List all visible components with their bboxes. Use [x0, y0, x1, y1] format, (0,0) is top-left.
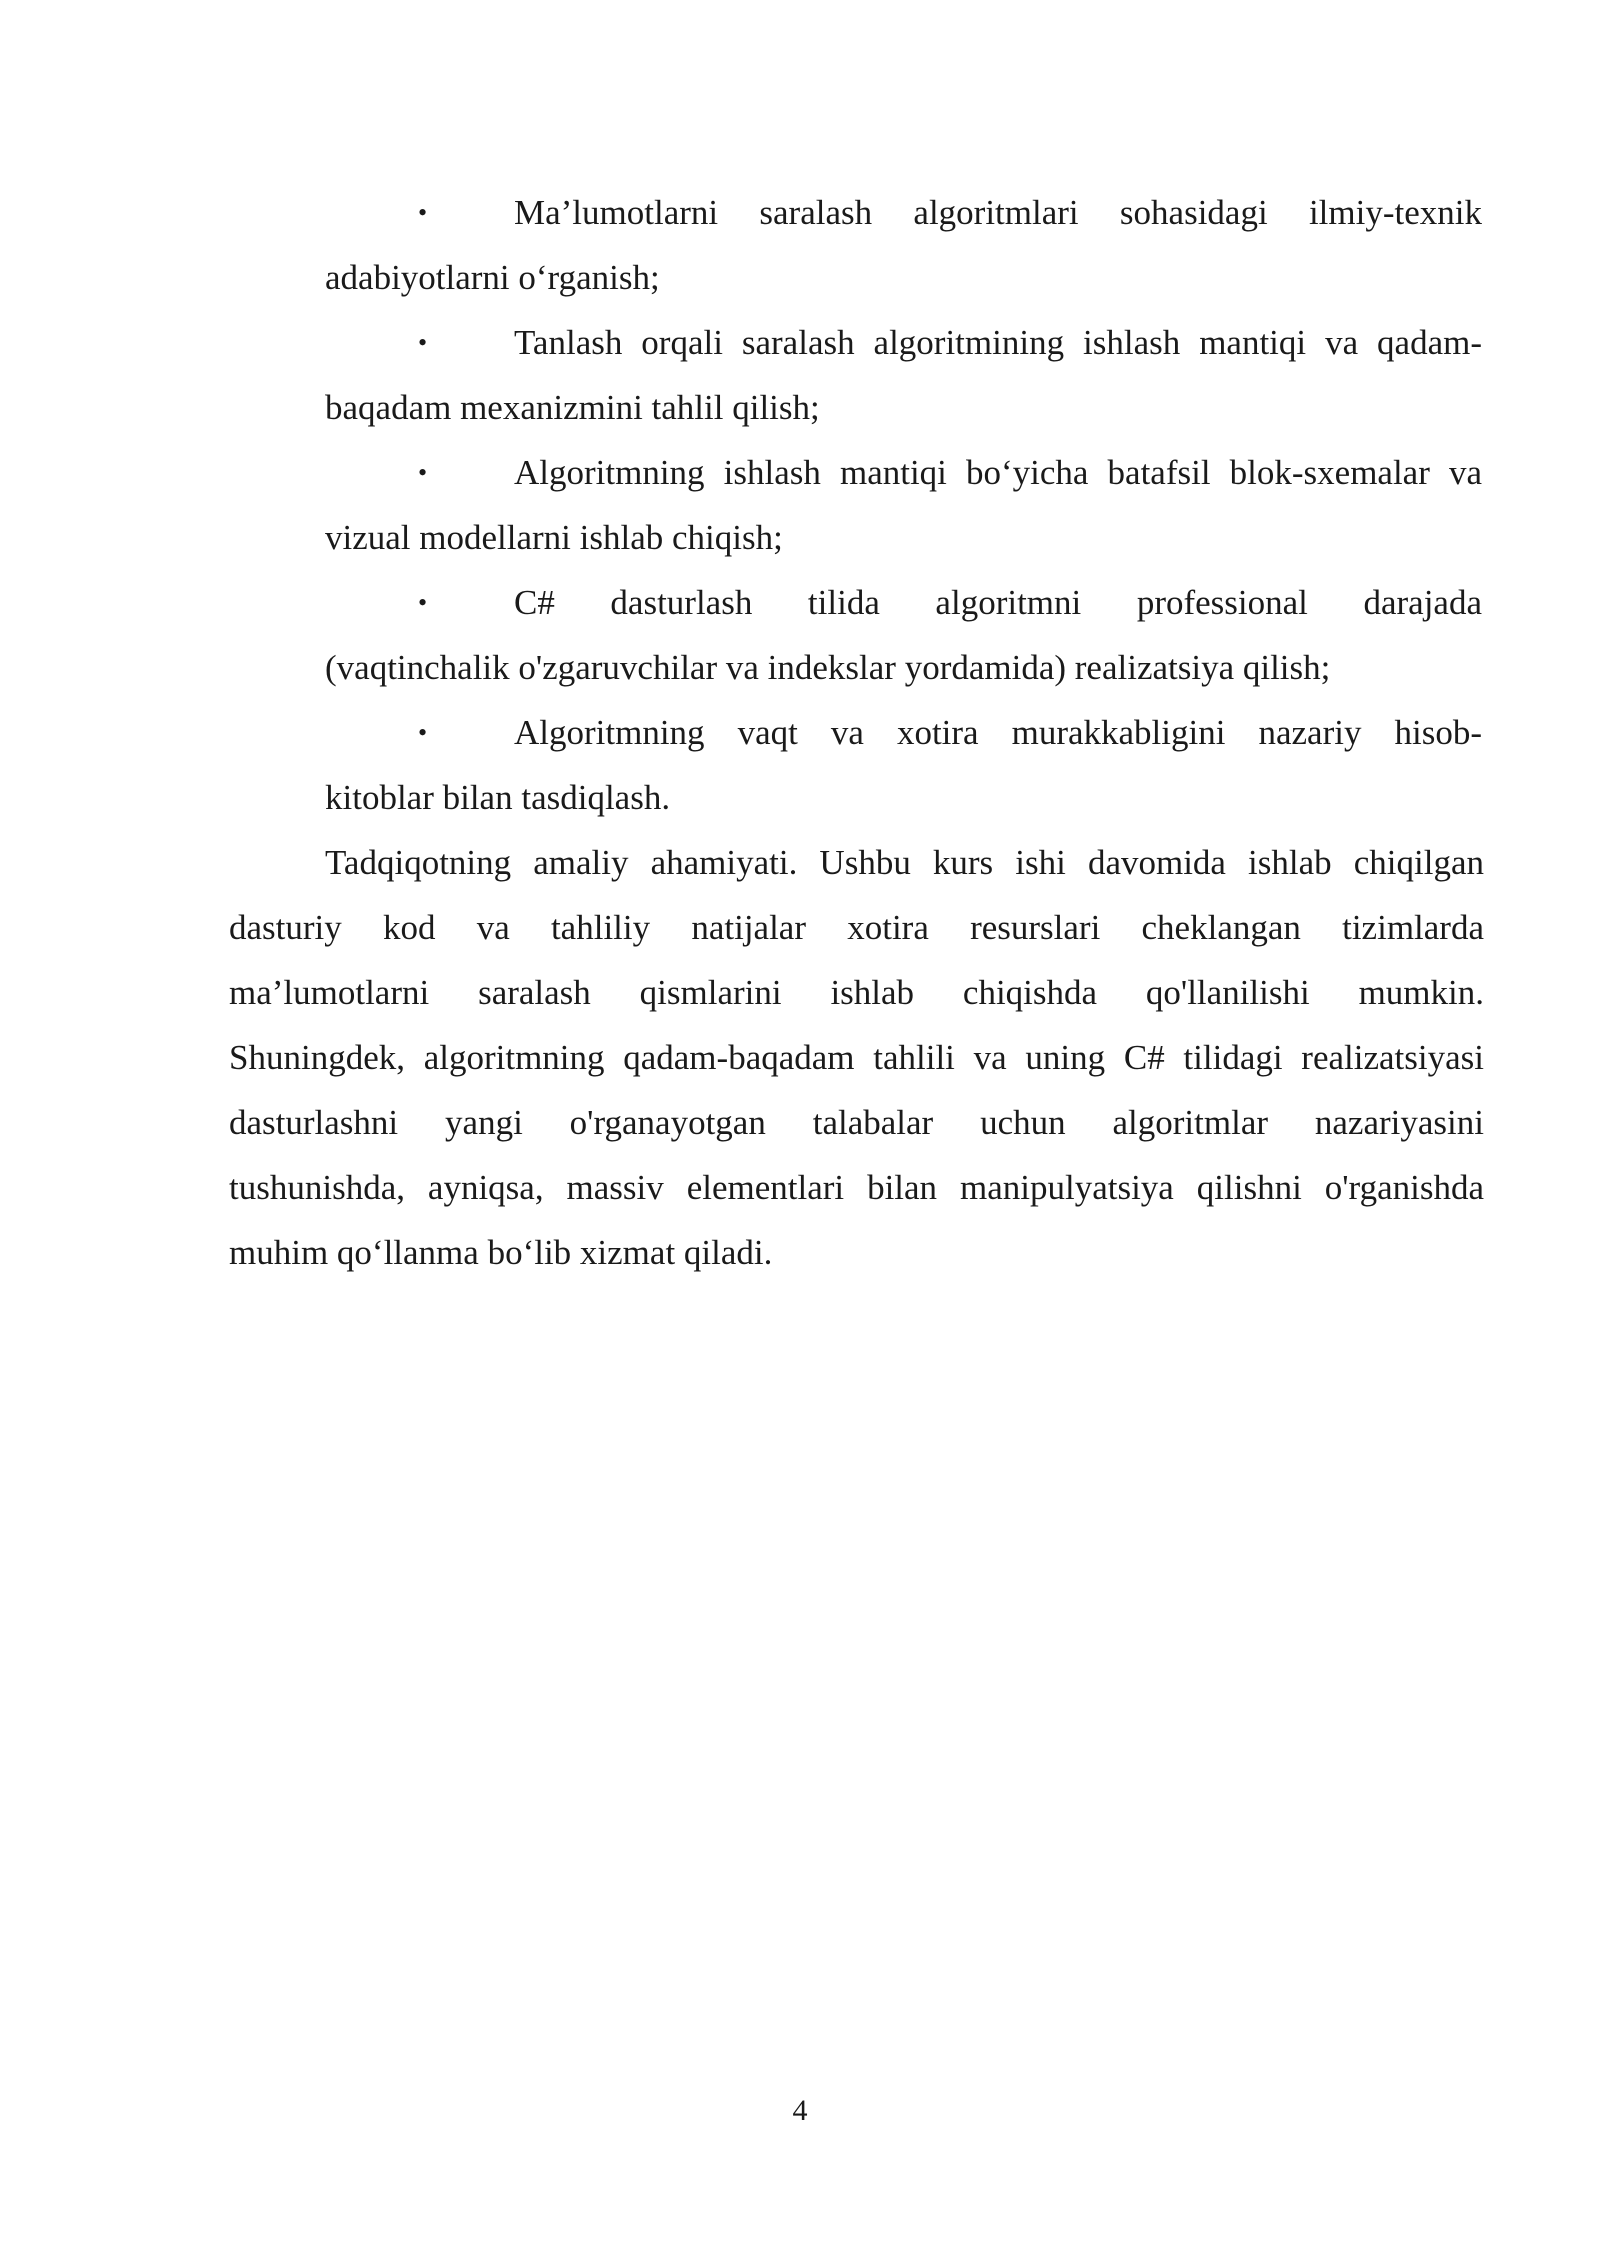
page-number: 4 — [792, 2094, 808, 2127]
list-item-line-2: baqadam mexanizmini tahlil qilish; — [325, 388, 820, 427]
list-item-line-1: Tanlash orqali saralash algoritmining ishlash mantiqi va qadam- — [514, 323, 1482, 362]
list-item-line-1: Algoritmning ishlash mantiqi bo‘yicha batafsil blok-sxemalar va — [514, 453, 1482, 492]
paragraph-line: dasturiy kod va tahliliy natijalar xotira resurslari cheklangan tizimlarda — [229, 908, 1484, 947]
bullet-icon: • — [418, 588, 428, 617]
list-item-line-1: C# dasturlash tilida algoritmni professional darajada — [514, 583, 1482, 622]
paragraph-line: ma’lumotlarni saralash qismlarini ishlab chiqishda qo'llanilishi mumkin. — [229, 973, 1484, 1012]
list-item-line-1: Algoritmning vaqt va xotira murakkabligini nazariy hisob- — [514, 713, 1482, 752]
list-item-line-2: adabiyotlarni o‘rganish; — [325, 258, 660, 297]
paragraph-line: Shuningdek, algoritmning qadam-baqadam tahlili va uning C# tilidagi realizatsiyasi — [229, 1038, 1484, 1077]
paragraph-line: muhim qo‘llanma bo‘lib xizmat qiladi. — [229, 1233, 773, 1272]
list-item-line-2: vizual modellarni ishlab chiqish; — [325, 518, 783, 557]
bullet-icon: • — [418, 458, 428, 487]
bullet-icon: • — [418, 718, 428, 747]
list-item-line-2: kitoblar bilan tasdiqlash. — [325, 778, 671, 817]
bullet-icon: • — [418, 328, 428, 357]
bullet-icon: • — [418, 198, 428, 227]
paragraph-line: tushunishda, ayniqsa, massiv elementlari bilan manipulyatsiya qilishni o'rganishda — [229, 1168, 1484, 1207]
list-item-line-2: (vaqtinchalik o'zgaruvchilar va indekslar yordamida) realizatsiya qilish; — [325, 648, 1331, 687]
list-item-line-1: Ma’lumotlarni saralash algoritmlari sohasidagi ilmiy-texnik — [514, 193, 1482, 232]
paragraph-line: Tadqiqotning amaliy ahamiyati. Ushbu kurs ishi davomida ishlab chiqilgan — [325, 843, 1484, 882]
paragraph-line: dasturlashni yangi o'rganayotgan talabalar uchun algoritmlar nazariyasini — [229, 1103, 1484, 1142]
